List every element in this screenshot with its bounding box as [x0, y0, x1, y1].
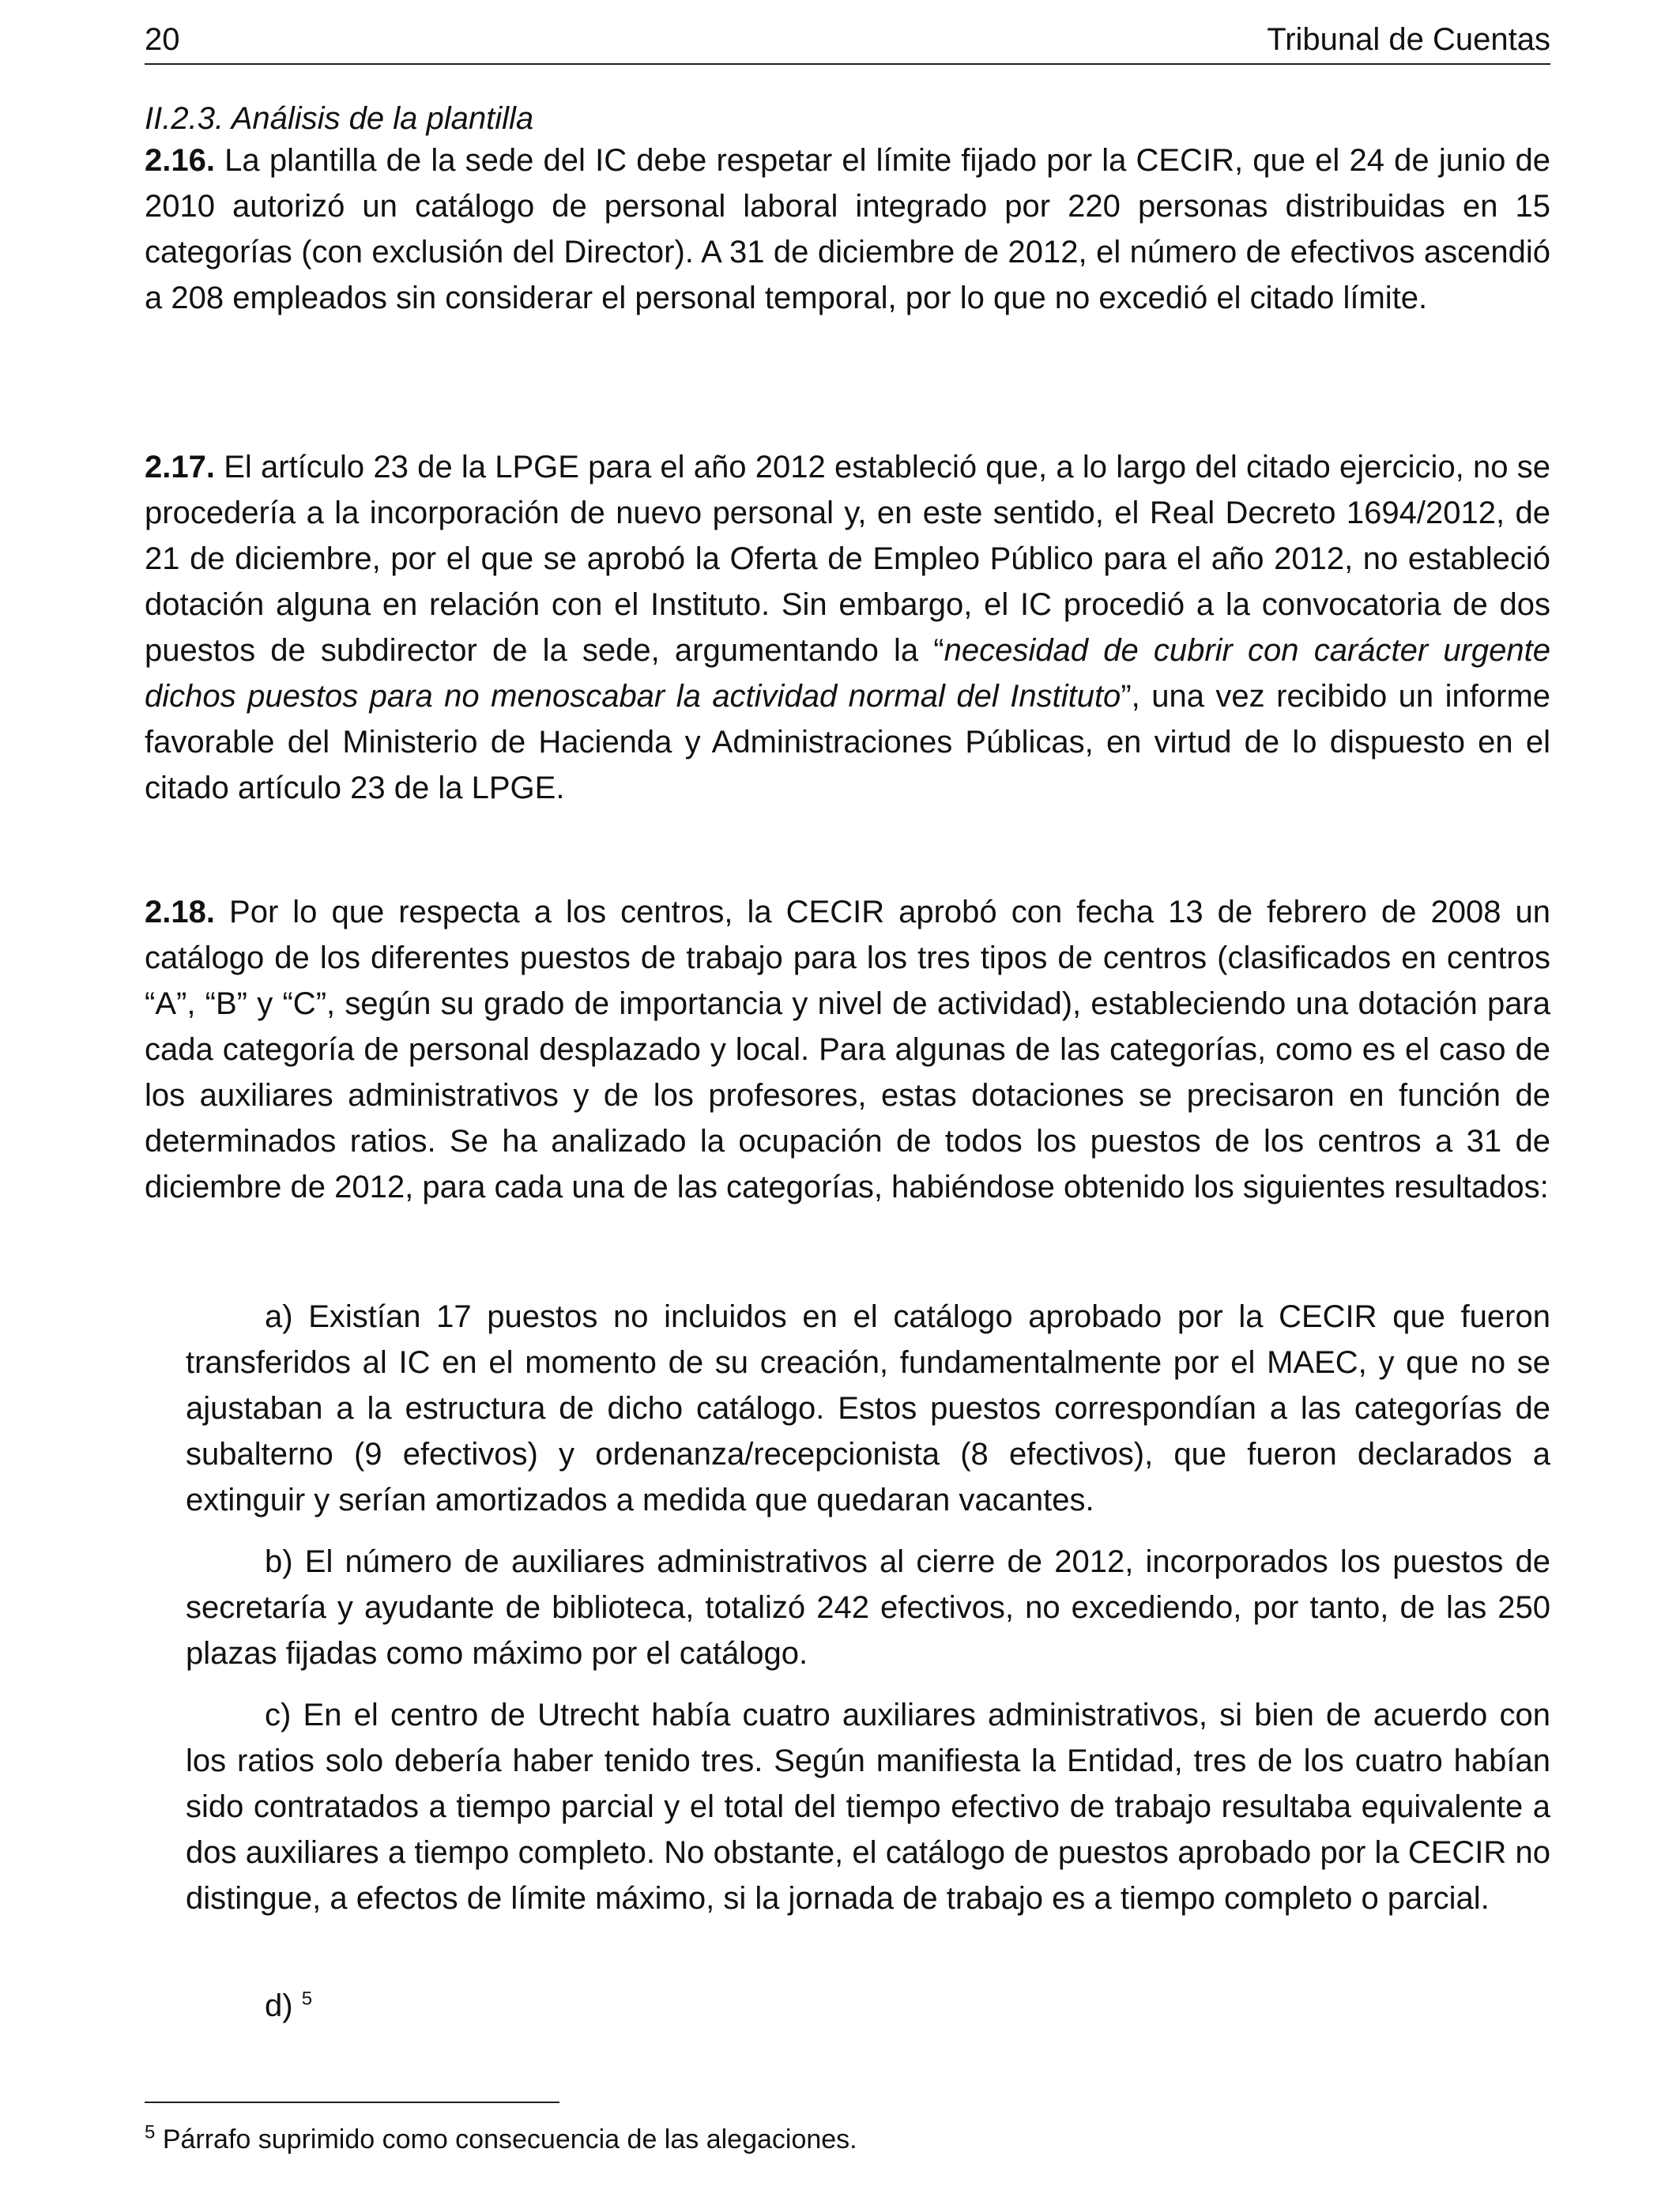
- page-number: 20: [145, 22, 180, 57]
- paragraph-number: 2.17.: [145, 450, 215, 484]
- paragraph-text-end: ”, una vez recibido un informe favorable del Ministerio de Hacienda y Administraciones Públicas, en virtud de lo dispuesto en el citado artículo 23 de la LPGE.: [145, 679, 1551, 805]
- footnote: [145, 2121, 857, 2155]
- footnote-divider: [145, 2102, 559, 2103]
- paragraph-text: El artículo 23 de la LPGE para el año 2012 estableció que, a lo largo del citado ejercicio, no se procedería a la incorporación de nuevo personal y, en este sentido, el Real Decreto 1694/2012, de 21 de diciembre, por el que se aprobó la Oferta de Empleo Público para el año 2012, no estableció dotación alguna en relación con el Instituto. Sin embargo, el IC procedió a la convocatoria de dos puestos de subdirector de la sede, argumentando la “: [145, 450, 1550, 668]
- list-item-a: [186, 1294, 1550, 1523]
- paragraph-text: La plantilla de la sede del IC debe respetar el límite fijado por la CECIR, que el 24 de junio de 2010 autorizó un catálogo de personal laboral integrado por 220 personas distribuidas en 15 categorías (con exclusión del Director). A 31 de diciembre de 2012, el número de efectivos ascendió a 208 empleados sin considerar el personal temporal, por lo que no excedió el citado límite.: [145, 143, 1550, 315]
- quoted-text: necesidad de cubrir con carácter urgente dichos puestos para no menoscabar la actividad normal del Instituto: [145, 633, 1551, 714]
- item-text: En el centro de Utrecht había cuatro auxiliares administrativos, si bien de acuerdo con los ratios solo debería haber tenido tres. Según manifiesta la Entidad, tres de los cuatro habían sido contratados a tiempo parcial y el total del tiempo efectivo de trabajo resultaba equivalente a dos auxiliares a tiempo completo. No obstante, el catálogo de puestos aprobado por la CECIR no distingue, a efectos de límite máximo, si la jornada de trabajo es a tiempo completo o parcial.: [186, 1698, 1550, 1916]
- item-text: El número de auxiliares administrativos al cierre de 2012, incorporados los puestos de secretaría y ayudante de biblioteca, totalizó 242 efectivos, no excediendo, por tanto, de las 250 plazas fijadas como máximo por el catálogo.: [186, 1544, 1550, 1671]
- footnote-mark: 5: [145, 2121, 156, 2143]
- section-title: II.2.3. Análisis de la plantilla: [145, 101, 534, 136]
- list-item-c: [186, 1692, 1550, 1921]
- list-item-d: [186, 1983, 1550, 2029]
- item-label: d): [265, 1989, 293, 2023]
- item-label: b): [265, 1544, 293, 1579]
- paragraph-2-16: [145, 138, 1550, 321]
- paragraph-text: Por lo que respecta a los centros, la CECIR aprobó con fecha 13 de febrero de 2008 un catálogo de los diferentes puestos de trabajo para los tres tipos de centros (clasificados en centros “A”, “B” y “C”, según su grado de importancia y nivel de actividad), estableciendo una dotación para cada categoría de personal desplazado y local. Para algunas de las categorías, como es el caso de los auxiliares administrativos y de los profesores, estas dotaciones se precisaron en función de determinados ratios. Se ha analizado la ocupación de todos los puestos de los centros a 31 de diciembre de 2012, para cada una de las categorías, habiéndose obtenido los siguientes resultados:: [145, 895, 1550, 1204]
- item-label: a): [265, 1299, 293, 1334]
- item-text: Existían 17 puestos no incluidos en el catálogo aprobado por la CECIR que fueron transferidos al IC en el momento de su creación, fundamentalmente por el MAEC, y que no se ajustaban a la estructura de dicho catálogo. Estos puestos correspondían a las categorías de subalterno (9 efectivos) y ordenanza/recepcionista (8 efectivos), que fueron declarados a extinguir y serían amortizados a medida que quedaran vacantes.: [186, 1299, 1550, 1517]
- paragraph-number: 2.18.: [145, 895, 215, 929]
- running-title: Tribunal de Cuentas: [1267, 22, 1550, 57]
- paragraph-2-18: [145, 889, 1550, 1210]
- paragraph-2-17: [145, 444, 1550, 811]
- list-item-b: [186, 1539, 1550, 1676]
- footnote-reference[interactable]: 5: [301, 1988, 313, 2010]
- item-label: c): [265, 1698, 292, 1732]
- page-header: [145, 22, 1550, 65]
- paragraph-number: 2.16.: [145, 143, 215, 178]
- footnote-text: Párrafo suprimido como consecuencia de las alegaciones.: [162, 2124, 857, 2154]
